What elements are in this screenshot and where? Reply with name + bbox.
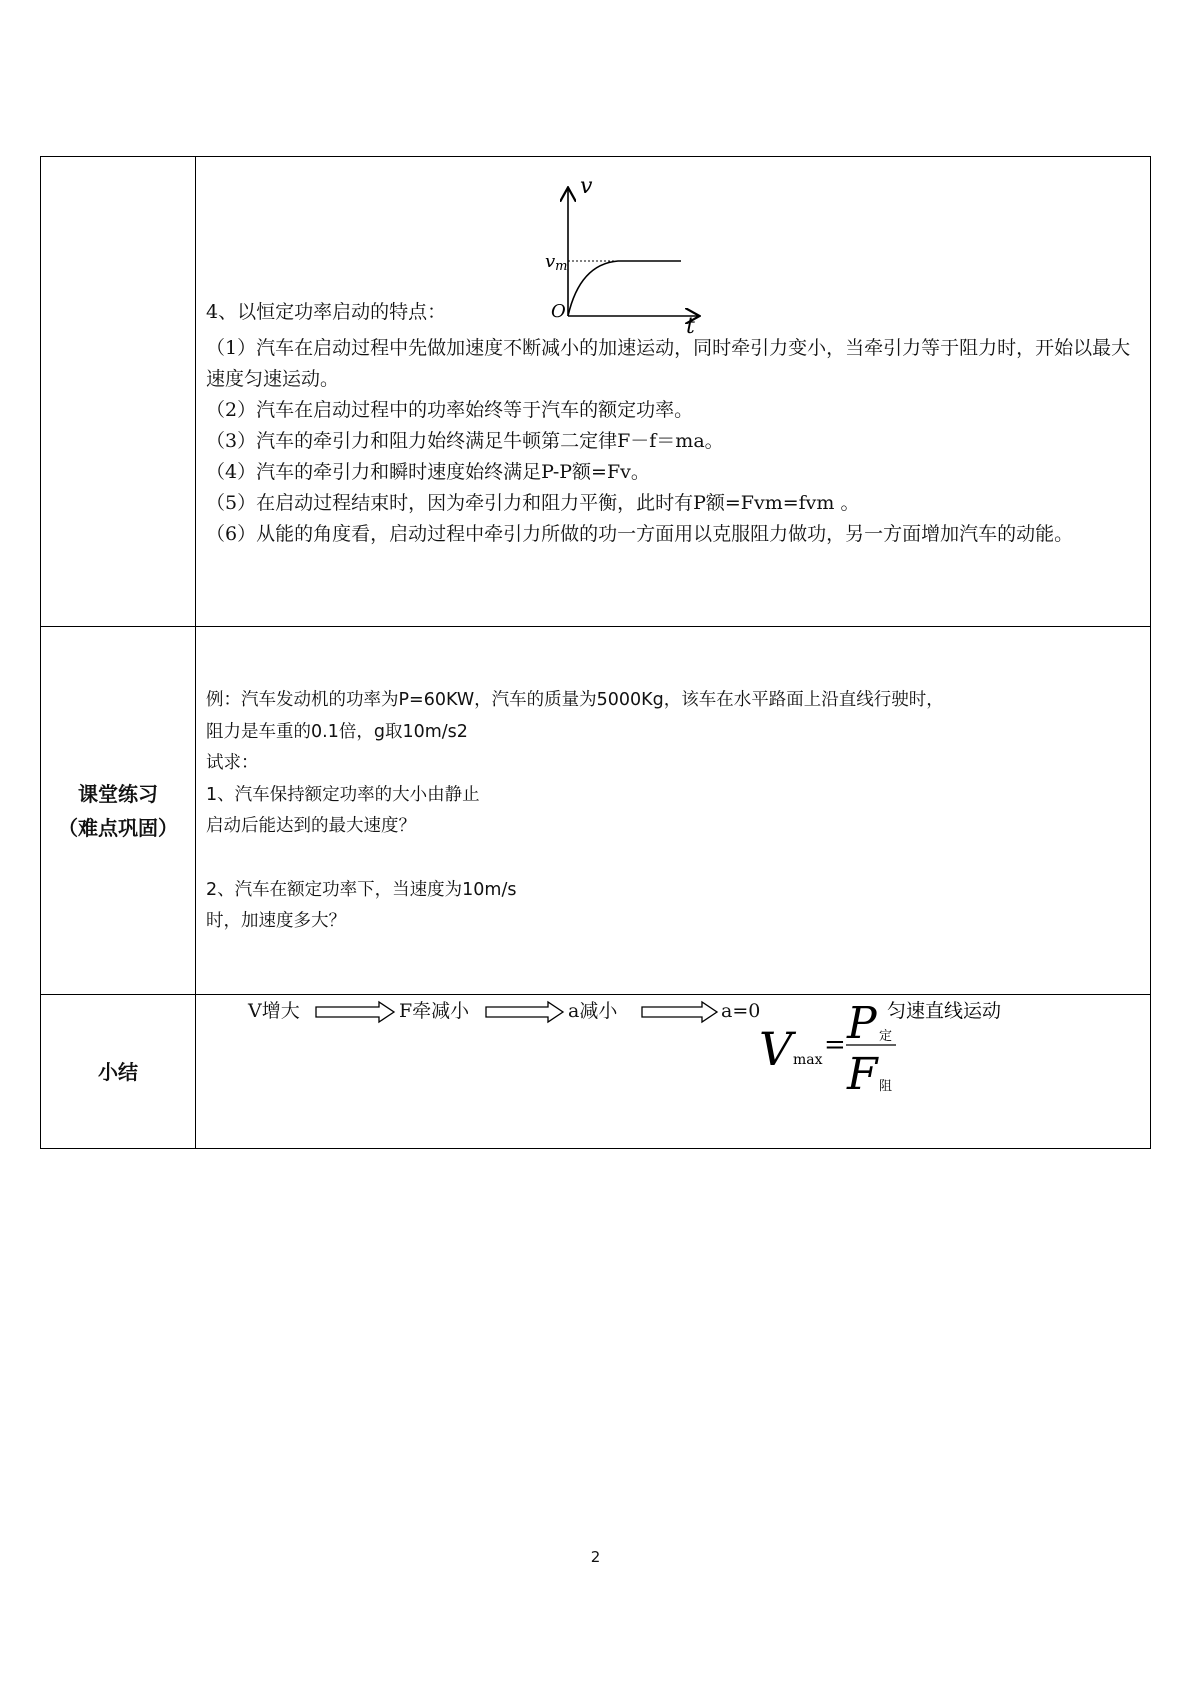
table-row (41, 995, 1151, 1149)
t-axis-label: t (686, 314, 695, 339)
formula-equals: = (824, 1030, 846, 1060)
list-item: （2）汽车在启动过程中的功率始终等于汽车的额定功率。 (206, 399, 694, 421)
formula-numerator-sub: 定 (879, 1029, 893, 1044)
question-2-line: 时，加速度多大？ (206, 911, 346, 931)
feature-list (206, 333, 1138, 550)
summary-label: 小结 (41, 995, 196, 1149)
question-1-line: 启动后能达到的最大速度？ (206, 816, 416, 836)
origin-label: O (551, 301, 566, 322)
constant-power-cell (196, 157, 1151, 627)
lesson-table (40, 156, 1151, 1149)
question-1-line: 1、汽车保持额定功率的大小由静止 (206, 784, 480, 805)
page-number: 2 (590, 1548, 601, 1566)
formula-numerator: P (847, 998, 877, 1049)
vm-label-sub: m (555, 259, 568, 274)
list-item: （5）在启动过程结束时，因为牵引力和阻力平衡，此时有P额=Fvm=fvm 。 (206, 492, 860, 514)
arrow-right-icon (642, 1002, 717, 1022)
velocity-time-graph (545, 171, 748, 339)
formula-v-sub: max (793, 1052, 823, 1068)
vm-label-base: v (545, 251, 556, 272)
example-line: 阻力是车重的0.1倍，g取10m/s2 (206, 721, 468, 742)
chain-step: a=0 (721, 1000, 761, 1022)
list-item: （1）汽车在启动过程中先做加速度不断减小的加速运动，同时牵引力变小，当牵引力等于阻力时，开始以最大速度匀速运动。 (206, 337, 1131, 390)
formula-denominator-sub: 阻 (879, 1079, 893, 1094)
summary-cell (196, 995, 1151, 1149)
practice-label (41, 627, 196, 995)
table-row (41, 157, 1151, 627)
chain-step: V增大 (248, 1000, 300, 1022)
vm-label (545, 251, 568, 274)
chain-step: a减小 (568, 1000, 618, 1022)
constant-power-heading: 4、以恒定功率启动的特点： (206, 301, 447, 323)
question-2-line: 2、汽车在额定功率下，当速度为10m/s (206, 879, 517, 900)
practice-label-line1: 课堂练习 (78, 781, 158, 806)
example-prompt: 试求： (206, 753, 259, 773)
practice-label-line2: （难点巩固） (58, 815, 178, 840)
row-label-empty (41, 157, 196, 627)
arrow-right-icon (316, 1002, 394, 1022)
table-row (41, 627, 1151, 995)
list-item: （6）从能的角度看，启动过程中牵引力所做的功一方面用以克服阻力做功，另一方面增加汽车的动能。 (206, 523, 1074, 545)
formula-note: 匀速直线运动 (887, 1000, 1002, 1022)
list-item: （4）汽车的牵引力和瞬时速度始终满足P-P额=Fv。 (206, 461, 650, 483)
spacer (206, 843, 1140, 875)
formula-v: V (759, 1022, 793, 1076)
v-axis-label: v (580, 174, 593, 199)
chain-step: F牵减小 (399, 1000, 470, 1022)
example-line: 例：汽车发动机的功率为P=60KW，汽车的质量为5000Kg，该车在水平路面上沿直线行驶时， (206, 690, 944, 710)
example-problem (206, 685, 1140, 938)
practice-cell (196, 627, 1151, 995)
arrow-right-icon (486, 1002, 563, 1022)
formula-denominator: F (847, 1049, 878, 1100)
list-item: （3）汽车的牵引力和阻力始终满足牛顿第二定律F－f＝ma。 (206, 430, 724, 452)
velocity-curve (568, 261, 681, 316)
summary-diagram (196, 995, 1152, 1149)
